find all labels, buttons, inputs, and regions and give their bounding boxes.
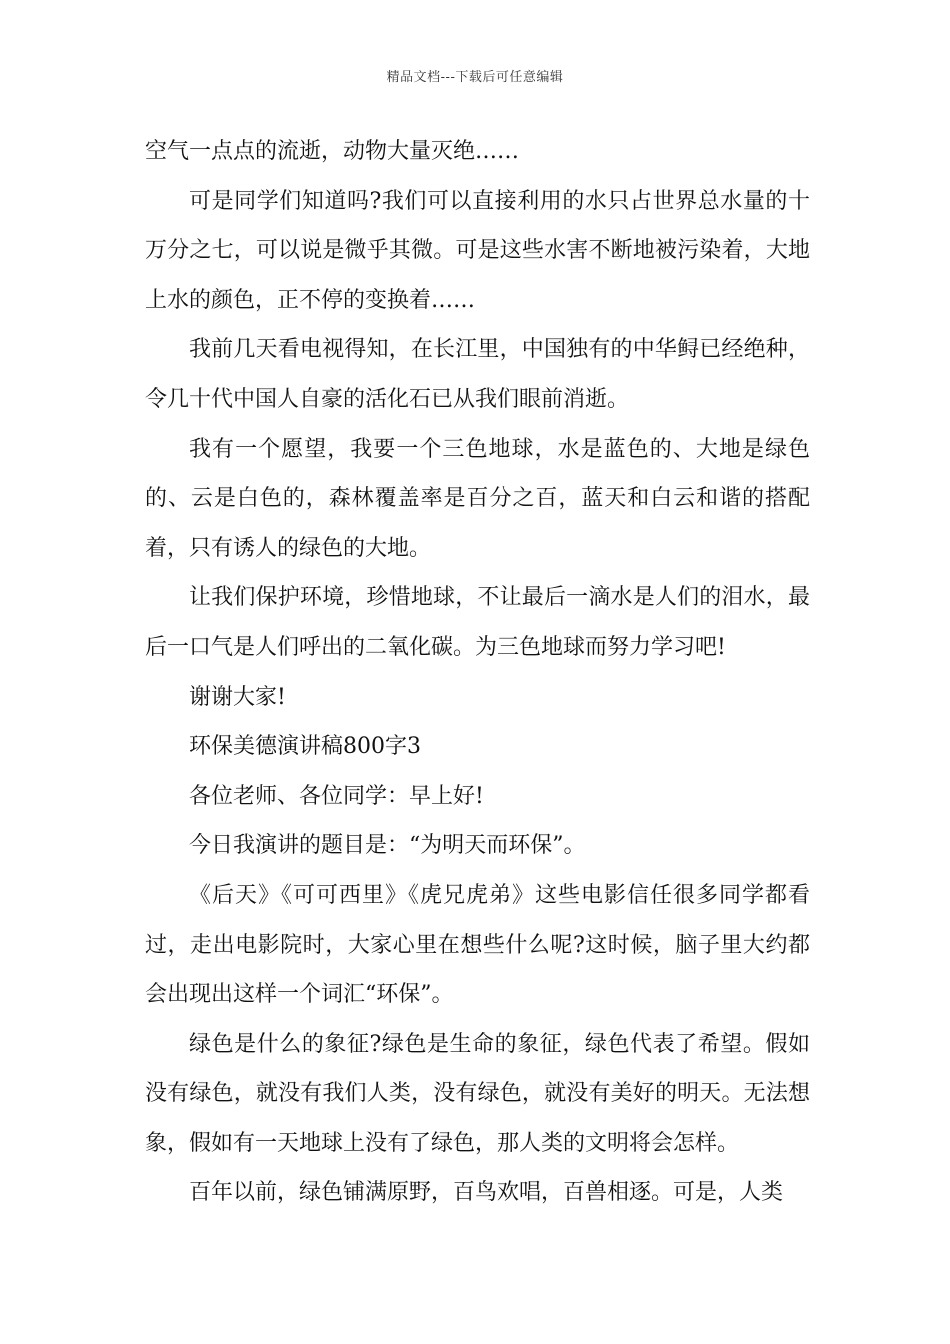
paragraph-greeting: 各位老师、各位同学：早上好! xyxy=(189,783,484,809)
paragraph-11: 绿色是什么的象征?绿色是生命的象征，绿色代表了希望。假如没有绿色，就没有我们人类，没有绿色，就没有美好的明天。无法想象，假如有一天地球上没有了绿色，那人类的文明将会怎样。 xyxy=(145,1031,810,1156)
paragraph-6: 谢谢大家! xyxy=(189,684,286,710)
document-body xyxy=(145,127,810,1218)
paragraph-10: 《后天》《可可西里》《虎兄虎弟》这些电影信任很多同学都看过，走出电影院时，大家心里在想些什么呢?这时候，脑子里大约都会出现出这样一个词汇“环保”。 xyxy=(145,882,810,1008)
paragraph-12: 百年以前，绿色铺满原野，百鸟欢唱，百兽相逐。可是，人类 xyxy=(189,1180,784,1206)
section-title: 环保美德演讲稿800字3 xyxy=(189,734,421,760)
paragraph-3: 我前几天看电视得知，在长江里，中国独有的中华鲟已经绝种，令几十代中国人自豪的活化石已从我们眼前消逝。 xyxy=(145,337,810,412)
page-header: 精品文档---下载后可任意编辑 xyxy=(386,70,564,85)
paragraph-4: 我有一个愿望，我要一个三色地球，水是蓝色的、大地是绿色的、云是白色的，森林覆盖率是百分之百，蓝天和白云和谐的搭配着，只有诱人的绿色的大地。 xyxy=(145,436,810,561)
paragraph-2: 可是同学们知道吗?我们可以直接利用的水只占世界总水量的十万分之七，可以说是微乎其微。可是这些水害不断地被污染着，大地上水的颜色，正不停的变换着…… xyxy=(145,188,810,313)
paragraph-1: 空气一点点的流逝，动物大量灭绝…… xyxy=(145,139,520,164)
paragraph-5: 让我们保护环境，珍惜地球，不让最后一滴水是人们的泪水，最后一口气是人们呼出的二氧化碳。为三色地球而努力学习吧! xyxy=(145,585,810,660)
paragraph-topic: 今日我演讲的题目是：“为明天而环保”。 xyxy=(189,833,586,859)
